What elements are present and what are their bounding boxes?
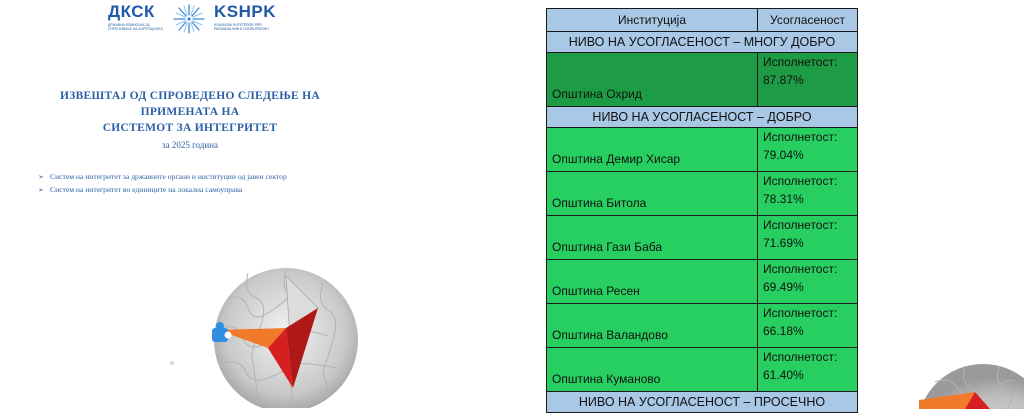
value-percent: 69.49%: [763, 280, 804, 294]
institution-cell: Општина Демир Хисар: [547, 128, 758, 172]
institution-cell: Општина Куманово: [547, 348, 758, 392]
table-row: [547, 216, 858, 260]
institution-cell: Општина Гази Баба: [547, 216, 758, 260]
bullet-text: Систем на интегритет за државните органи и институции од јавен сектор: [50, 172, 287, 181]
table-header-row: [547, 9, 858, 32]
table-row: [547, 128, 858, 172]
compliance-cell: [758, 53, 858, 107]
logo-right-abbr: KSHPK: [214, 2, 277, 21]
level-row-average: [547, 392, 858, 413]
logo-left-block: [108, 2, 166, 31]
bullet-arrow-icon: ➢: [38, 186, 44, 194]
table-row: [547, 348, 858, 392]
report-title: [20, 88, 360, 152]
level-label: НИВО НА УСОГЛАСЕНОСТ – ПРОСЕЧНО: [547, 392, 858, 413]
value-percent: 78.31%: [763, 192, 804, 206]
logo-right-block: [214, 2, 280, 31]
compliance-cell: [758, 348, 858, 392]
scope-bullet-list: [38, 170, 287, 196]
value-label: Исполнетост:: [763, 306, 838, 320]
report-title-line2: СИСТЕМОТ ЗА ИНТЕГРИТЕТ: [102, 122, 278, 134]
compliance-cell: [758, 216, 858, 260]
value-percent: 61.40%: [763, 368, 804, 382]
compliance-cell: [758, 304, 858, 348]
institution-cell: Општина Ресен: [547, 260, 758, 304]
institution-cell: Општина Битола: [547, 172, 758, 216]
level-label: НИВО НА УСОГЛАСЕНОСТ – ДОБРО: [547, 107, 858, 128]
value-label: Исполнетост:: [763, 55, 838, 69]
column-header-institution: Институција: [547, 9, 758, 32]
compliance-cell: [758, 172, 858, 216]
table-row: [547, 304, 858, 348]
table-row: [547, 260, 858, 304]
logo-left-abbr: ДКСК: [108, 2, 155, 21]
list-item: [38, 183, 287, 196]
report-year: за 2025 година: [162, 140, 218, 150]
logo-left-subtitle: ДРЖАВНА КОМИСИЈА ЗА СПРЕЧУВАЊЕ НА КОРУПЦИЈАТА: [108, 23, 163, 31]
level-label: НИВО НА УСОГЛАСЕНОСТ – МНОГУ ДОБРО: [547, 32, 858, 53]
bullet-arrow-icon: ➢: [38, 173, 44, 181]
puzzle-compass-illustration: [168, 268, 358, 408]
value-label: Исполнетост:: [763, 174, 838, 188]
logo-burst-icon: [168, 2, 210, 36]
puzzle-compass-illustration-partial: [905, 352, 1024, 409]
table-row: [547, 53, 858, 107]
report-title-line1: ИЗВЕШТАЈ ОД СПРОВЕДЕНО СЛЕДЕЊЕ НА ПРИМЕНАТА НА: [59, 90, 321, 118]
value-label: Исполнетост:: [763, 262, 838, 276]
value-label: Исполнетост:: [763, 218, 838, 232]
institution-cell: Општина Валандово: [547, 304, 758, 348]
compliance-table: [546, 8, 858, 413]
value-percent: 87.87%: [763, 73, 804, 87]
value-label: Исполнетост:: [763, 130, 838, 144]
level-row-very-good: [547, 32, 858, 53]
level-row-good: [547, 107, 858, 128]
compliance-cell: [758, 128, 858, 172]
bullet-text: Систем на интегритет во единиците на локална самоуправа: [50, 185, 243, 194]
value-percent: 66.18%: [763, 324, 804, 338]
commission-logo: [108, 2, 278, 36]
table-row: [547, 172, 858, 216]
compliance-cell: [758, 260, 858, 304]
logo-right-subtitle: KOMISIONI SHTETËROR PËR PARANDALIMIN E KORRUPSIONIT: [214, 23, 270, 31]
column-header-compliance: Усогласеност: [758, 9, 858, 32]
institution-cell: Општина Охрид: [547, 53, 758, 107]
value-percent: 71.69%: [763, 236, 804, 250]
list-item: [38, 170, 287, 183]
value-percent: 79.04%: [763, 148, 804, 162]
value-label: Исполнетост:: [763, 350, 838, 364]
